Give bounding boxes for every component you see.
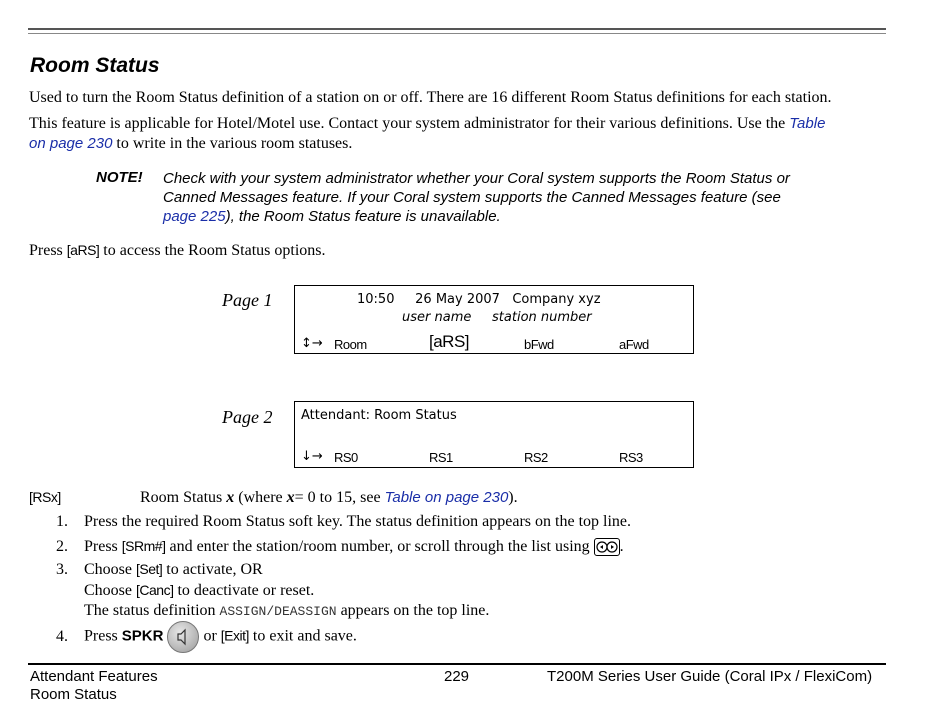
note-page-link[interactable]: page 225 xyxy=(163,208,226,225)
table-page-link[interactable]: on page 230 xyxy=(29,135,113,152)
table-link[interactable]: Table xyxy=(789,115,826,132)
softkey-room[interactable]: Room xyxy=(334,337,367,352)
header-rule-thin xyxy=(28,33,886,34)
softkey-bfwd[interactable]: bFwd xyxy=(524,337,554,352)
ars-key-label: [aRS] xyxy=(66,242,100,258)
speaker-icon xyxy=(167,621,199,653)
softkey-ars[interactable]: [aRS] xyxy=(429,332,470,351)
page-number: 229 xyxy=(444,668,470,685)
step-2: 2. Press [SRm#] and enter the station/room number, or scroll through the list using . xyxy=(56,538,624,555)
step-1: 1. Press the required Room Status soft key. The status definition appears on the top line. xyxy=(56,513,632,530)
note-label: NOTE! xyxy=(96,169,143,186)
footer-section: Attendant Features xyxy=(30,668,158,685)
softkey-rs0[interactable]: RS0 xyxy=(334,450,358,465)
page-title: Room Status xyxy=(30,54,160,77)
scroll-keys-icon xyxy=(594,538,620,556)
press-instruction: Press [aRS] to access the Room Status options. xyxy=(29,242,326,259)
set-key-label: [Set] xyxy=(136,561,163,577)
footer-subsection: Room Status xyxy=(30,686,117,703)
footer-doc-title: T200M Series User Guide (Coral IPx / FlexiCom) xyxy=(547,668,873,685)
scroll-arrows-icon: ↕→ xyxy=(301,336,323,351)
rsx-description: Room Status x (where x= 0 to 15, see Table on page 230). xyxy=(140,489,518,506)
rsx-table-link[interactable]: Table on page 230 xyxy=(384,489,509,506)
softkey-rs3[interactable]: RS3 xyxy=(619,450,643,465)
softkey-afwd[interactable]: aFwd xyxy=(619,337,649,352)
exit-key-label: [Exit] xyxy=(220,627,249,644)
spkr-label: SPKR xyxy=(121,627,164,645)
rsx-key-label: [RSx] xyxy=(29,489,61,505)
step-4: 4. Press SPKR or [Exit] to exit and save. xyxy=(56,621,357,653)
footer-rule xyxy=(28,663,886,665)
status-code: ASSIGN/DEASSIGN xyxy=(219,604,337,619)
scroll-down-arrow-icon: ↓→ xyxy=(301,449,323,464)
display-heading: Attendant: Room Status xyxy=(301,408,457,423)
page2-display xyxy=(294,401,694,468)
display-user-line: user name station number xyxy=(402,310,592,325)
step-3: 3. Choose [Set] to activate, OR Choose [Canc] to deactivate or reset. The status definition ASSIGN/DEASSIGN appears on the top line. xyxy=(56,561,490,619)
page2-label: Page 2 xyxy=(222,407,273,427)
page1-display xyxy=(294,285,694,354)
usage-paragraph: This feature is applicable for Hotel/Motel use. Contact your system administrator for their various definitions. Use the Table on page 230 to write in the various room statuses. xyxy=(29,115,826,152)
intro-paragraph: Used to turn the Room Status definition of a station on or off. There are 16 different Room Status definitions for each station. xyxy=(29,89,832,106)
display-datetime: 10:50 26 May 2007 Company xyz xyxy=(357,292,601,307)
page1-label: Page 1 xyxy=(222,290,273,310)
header-rule xyxy=(28,28,886,30)
canc-key-label: [Canc] xyxy=(136,582,174,598)
softkey-rs2[interactable]: RS2 xyxy=(524,450,548,465)
softkey-rs1[interactable]: RS1 xyxy=(429,450,453,465)
note-text: Check with your system administrator whether your Coral system supports the Room Status or Canned Messages feature. If your Coral system supports the Canned Messages feature (see page 225), the Room Status feature is unavailable. xyxy=(163,170,790,225)
srm-key-label: [SRm#] xyxy=(121,538,166,554)
